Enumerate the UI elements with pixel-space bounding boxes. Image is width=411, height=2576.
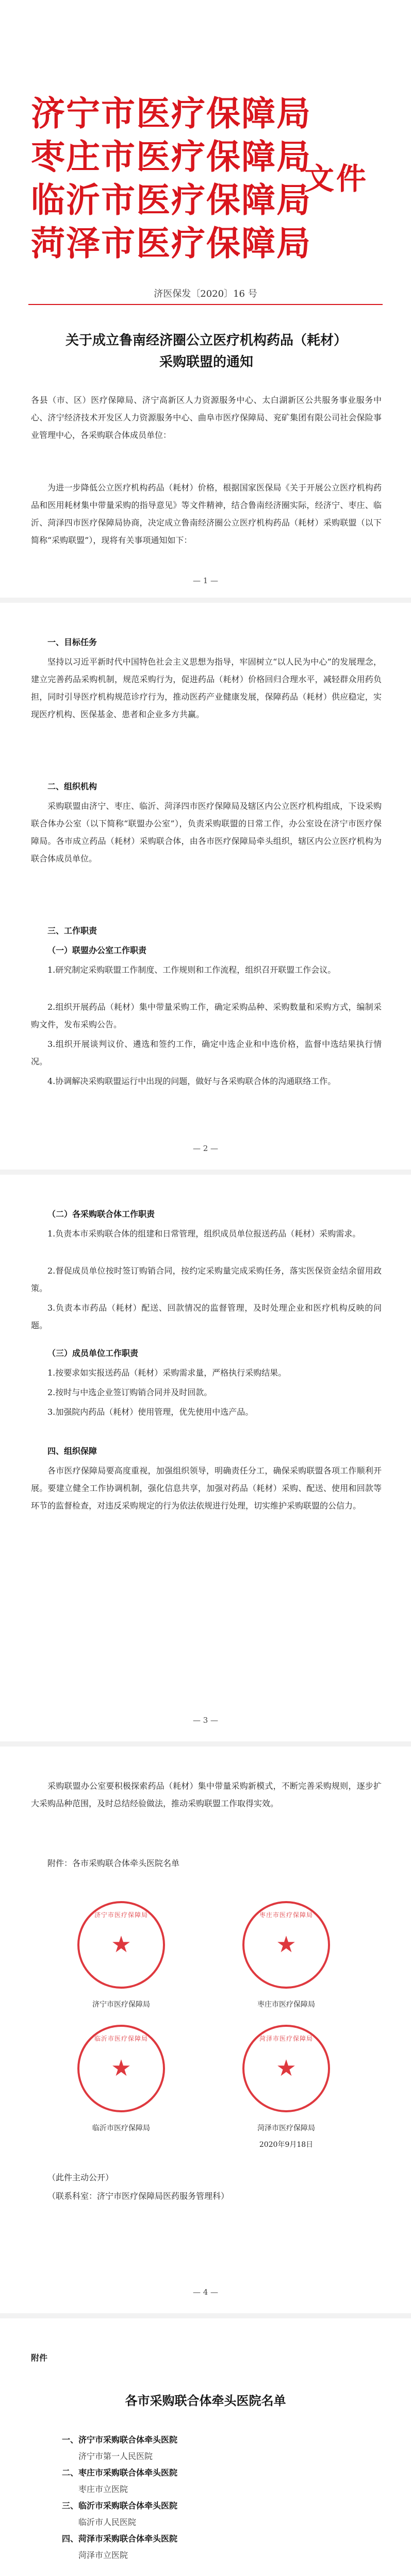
list-item: 2.按时与中选企业签订购销合同并及时回款。 (47, 1387, 212, 1397)
star-icon: ★ (276, 1931, 297, 1958)
page-4 (0, 1747, 411, 2313)
sub-heading: （三）成员单位工作职责 (47, 1348, 139, 1358)
document-suffix: 文件 (304, 161, 369, 196)
list-item: 4.协调解决采购联盟运行中出现的问题，做好与各采购联合体的沟通联络工作。 (47, 1076, 336, 1086)
signatory: 临沂市医疗保障局 (92, 2124, 150, 2132)
closing-paragraph: 采购联盟办公室要积极探索药品（耗材）集中带量采购新模式，不断完善采购规则，逐步扩大采购品种范围，及时总结经验做法，推动采购联盟工作取得实效。 (31, 1781, 382, 1808)
section-heading: 一、目标任务 (47, 637, 97, 647)
sub-heading: （一）联盟办公室工作职责 (47, 945, 147, 955)
red-divider (28, 304, 383, 305)
list-item: 1.负责本市采购联合体的组建和日常管理，组织成员单位报送药品（耗材）采购需求。 (47, 1229, 361, 1239)
page-number: — 4 — (192, 2287, 219, 2297)
list-item: 3.组织开展谈判议价、遴选和签约工作，确定中选企业和中选价格，监督中选结果执行情况。 (31, 1039, 382, 1066)
document-number: 济医保发〔2020〕16 号 (154, 289, 257, 299)
section-heading: 二、组织机构 (47, 782, 97, 791)
annex-label: 附件 (31, 2353, 48, 2363)
page-2 (0, 603, 411, 1170)
list-item: 3.加强院内药品（耗材）使用管理，优先使用中选产品。 (47, 1407, 254, 1417)
page-separator (0, 1741, 411, 1747)
official-seal (242, 2025, 330, 2112)
signatory: 菏泽市医疗保障局 (257, 2124, 315, 2132)
list-item: 枣庄市立医院 (78, 2484, 128, 2494)
page-number: — 1 — (192, 576, 219, 585)
seal-text: 临沂市医疗保障局 (94, 2035, 148, 2042)
annex-title: 各市采购联合体牵头医院名单 (125, 2393, 286, 2408)
page-separator (0, 2313, 411, 2318)
attachment-note: 附件：各市采购联合体牵头医院名单 (47, 1858, 180, 1868)
seal-text: 菏泽市医疗保障局 (259, 2035, 313, 2042)
seal-text: 济宁市医疗保障局 (94, 1911, 148, 1919)
title-line: 采购联盟的通知 (159, 354, 253, 370)
list-item: 1.研究制定采购联盟工作制度、工作规则和工作流程，组织召开联盟工作会议。 (47, 965, 336, 975)
list-item: 临沂市人民医院 (78, 2517, 137, 2527)
section-heading: 三、工作职责 (47, 926, 97, 936)
list-group-heading: 一、济宁市采购联合体牵头医院 (62, 2435, 178, 2445)
page-separator (0, 598, 411, 603)
section-heading: 四、组织保障 (47, 1446, 97, 1456)
intro-paragraph: 为进一步降低公立医疗机构药品（耗材）价格，根据国家医保局《关于开展公立医疗机构药品和医用耗材集中带量采购的指导意见》等文件精神，结合鲁南经济圈实际，经济宁、枣庄、临沂、菏泽四市医疗保障局协商，决定成立鲁南经济圈公立医疗机构药品（耗材）采购联盟（以下简称“采购联盟”），现将有关事项通知如下： (31, 483, 382, 545)
issuing-agencies (31, 92, 340, 265)
list-group-heading: 二、枣庄市采购联合体牵头医院 (62, 2468, 178, 2478)
agency-name: 临沂市医疗保障局 (31, 180, 311, 220)
star-icon: ★ (111, 2055, 131, 2081)
page-1 (0, 0, 411, 598)
seal-text: 枣庄市医疗保障局 (259, 1911, 313, 1919)
list-item: 2.组织开展药品（耗材）集中带量采购工作，确定采购品种、采购数量和采购方式，编制采购文件，发布采购公告。 (31, 1002, 382, 1029)
page-separator (0, 1170, 411, 1175)
list-item: 1.按要求如实报送药品（耗材）采购需求量，严格执行采购结果。 (47, 1368, 287, 1378)
official-seal (77, 2025, 165, 2112)
list-item: 3.负责本市药品（耗材）配送、回款情况的监督管理，及时处理企业和医疗机构反映的问题。 (31, 1303, 382, 1330)
hospital-list (62, 2432, 351, 2564)
agency-name: 济宁市医疗保障局 (31, 93, 311, 133)
recipients: 各县（市、区）医疗保障局、济宁高新区人力资源服务中心、太白湖新区公共服务事业服务中心、济宁经济技术开发区人力资源服务中心、曲阜市医疗保障局、兖矿集团有限公司社会保险事业管理中心，各采购联合体成员单位： (31, 395, 382, 440)
section-body: 采购联盟由济宁、枣庄、临沂、菏泽四市医疗保障局及辖区内公立医疗机构组成，下设采购联合体办公室（以下简称“联盟办公室”），负责采购联盟的日常工作，办公室设在济宁市医疗保障局。各市成立药品（耗材）采购联合体，由各市医疗保障局牵头组织，辖区内公立医疗机构为联合体成员单位。 (31, 801, 382, 863)
official-seal (242, 1901, 330, 1989)
page-number: — 2 — (192, 1144, 219, 1153)
section-body: 各市医疗保障局要高度重视，加强组织领导，明确责任分工，确保采购联盟各项工作顺利开展。要建立健全工作协调机制，强化信息共享，加强对药品（耗材）采购、配送、使用和回款等环节的监督检查，对违反采购规定的行为依法依规进行处理，切实维护采购联盟的公信力。 (31, 1466, 382, 1511)
contact-note: （联系科室：济宁市医疗保障局医药服务管理科） (47, 2191, 229, 2201)
list-group-heading: 三、临沂市采购联合体牵头医院 (62, 2501, 178, 2511)
list-item: 济宁市第一人民医院 (78, 2451, 153, 2461)
signatory: 济宁市医疗保障局 (92, 2001, 150, 2009)
document-title (41, 330, 371, 373)
star-icon: ★ (111, 1931, 131, 1958)
page-number: — 3 — (192, 1716, 219, 1725)
sub-heading: （二）各采购联合体工作职责 (47, 1209, 155, 1219)
publication-note: （此件主动公开） (47, 2173, 114, 2182)
official-seal (77, 1901, 165, 1989)
list-item: 2.督促成员单位按时签订购销合同，按约定采购量完成采购任务，落实医保资金结余留用政策。 (31, 1266, 382, 1293)
agency-name: 枣庄市医疗保障局 (31, 137, 311, 177)
list-item: 菏泽市立医院 (78, 2550, 128, 2560)
page-5 (0, 2318, 411, 2576)
section-body: 坚持以习近平新时代中国特色社会主义思想为指导，牢固树立“以人民为中心”的发展理念，建立完善药品采购机制，规范采购行为，促进药品（耗材）价格回归合理水平，减轻群众用药负担，同时引导医疗机构规范诊疗行为，推动医药产业健康发展，保障药品（耗材）供应稳定，实现医疗机构、医保基金、患者和企业多方共赢。 (31, 657, 382, 719)
issue-date: 2020年9月18日 (259, 2141, 314, 2149)
agency-name: 菏泽市医疗保障局 (31, 223, 311, 263)
list-group-heading: 四、菏泽市采购联合体牵头医院 (62, 2534, 178, 2544)
title-line: 关于成立鲁南经济圈公立医疗机构药品（耗材） (65, 333, 347, 348)
signatory: 枣庄市医疗保障局 (257, 2001, 315, 2009)
star-icon: ★ (276, 2055, 297, 2081)
page-3 (0, 1175, 411, 1741)
